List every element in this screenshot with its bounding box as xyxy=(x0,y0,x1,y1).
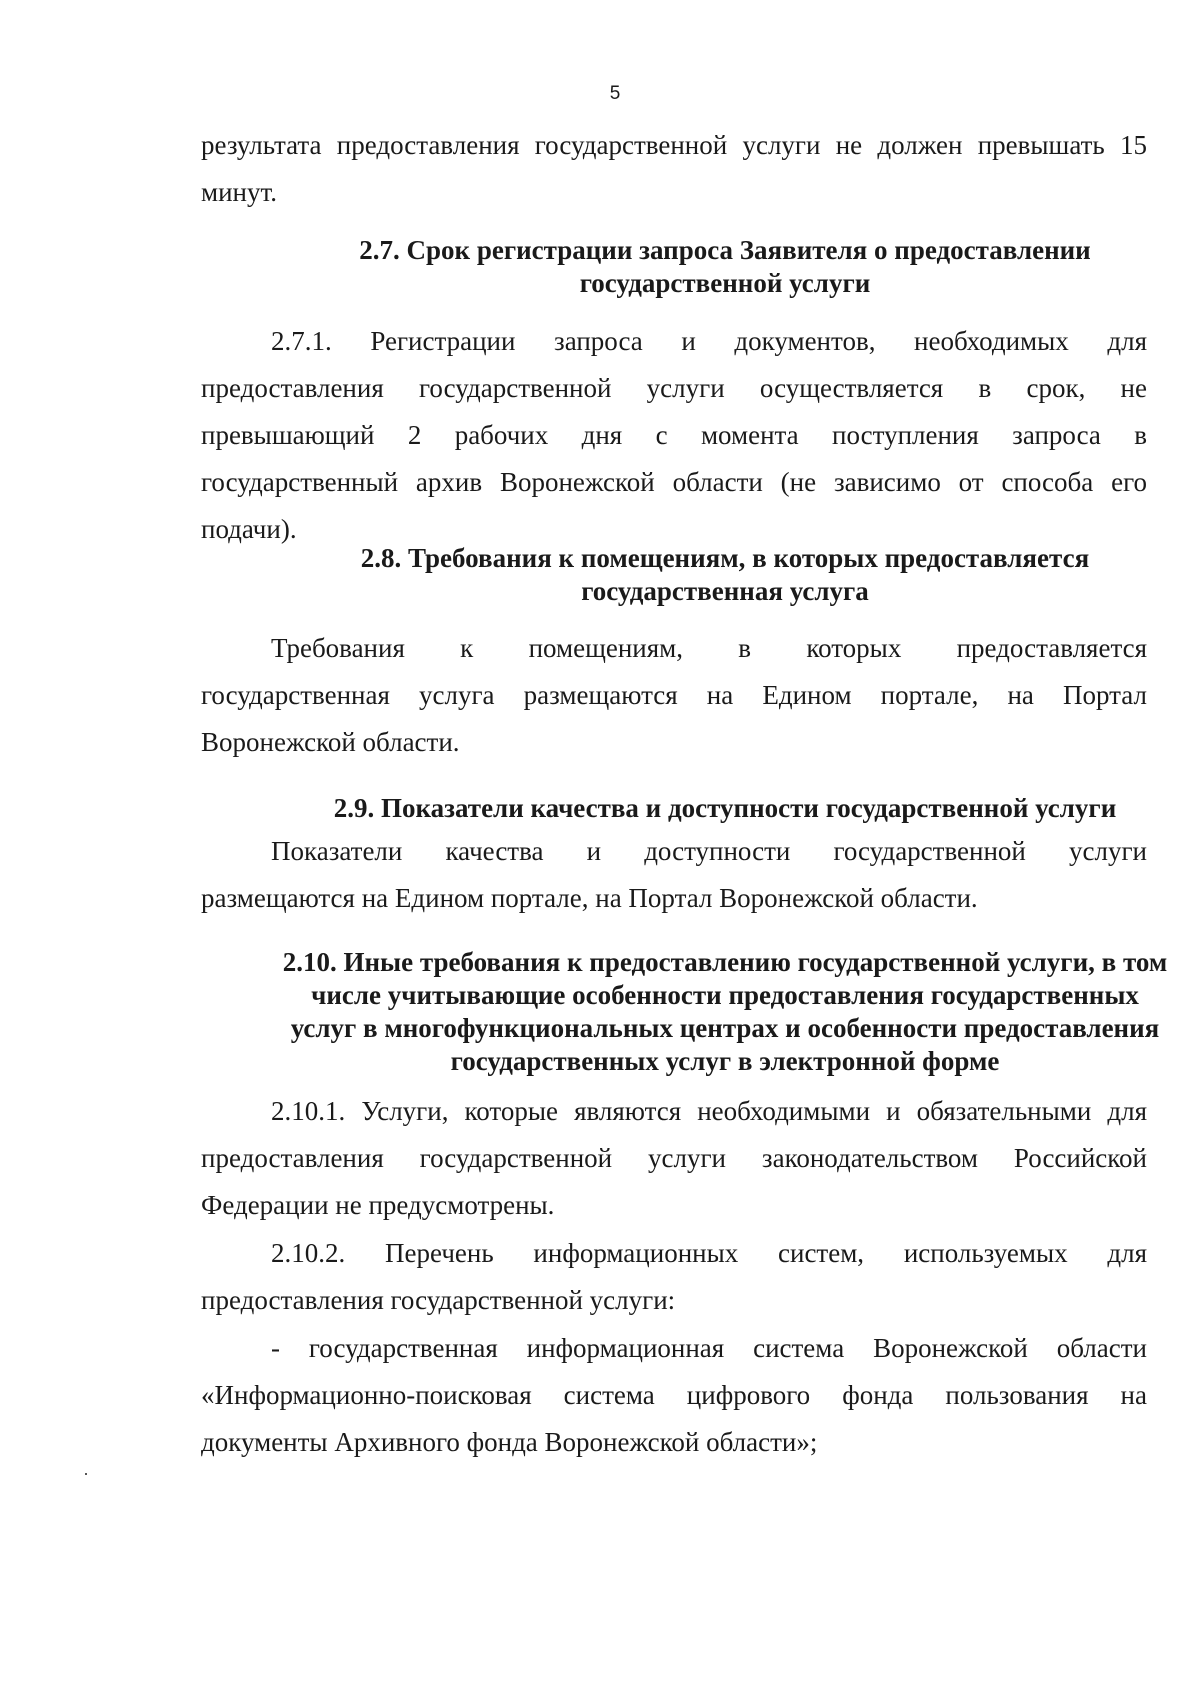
section-2-10-heading-line-3: услуг в многофункциональных центрах и особенности предоставления xyxy=(290,1013,1160,1043)
section-2-10-1-line-3: Федерации не предусмотрены. xyxy=(201,1190,555,1220)
scan-artifact-dot xyxy=(85,1473,87,1475)
section-2-8-p1-line-3: Воронежской области. xyxy=(201,727,460,757)
section-2-10-2-item-line-2: «Информационно-поисковая система цифрового фонда пользования на xyxy=(201,1380,1147,1410)
section-2-8-heading-line-2: государственная услуга xyxy=(581,576,869,606)
section-2-10-heading-line-2: числе учитывающие особенности предоставления государственных xyxy=(311,980,1139,1010)
section-2-10-1-line-1: 2.10.1. Услуги, которые являются необходимыми и обязательными для xyxy=(271,1096,1147,1126)
section-2-10-2-item-line-1: - государственная информационная система Воронежской области xyxy=(271,1333,1147,1363)
section-2-8-p1-line-1: Требования к помещениям, в которых предоставляется xyxy=(271,633,1147,663)
continuation-line-1: результата предоставления государственной услуги не должен превышать 15 xyxy=(201,130,1147,160)
section-2-7-1-line-4: государственный архив Воронежской области (не зависимо от способа его xyxy=(201,467,1147,497)
section-2-7-heading-line-1: 2.7. Срок регистрации запроса Заявителя о предоставлении xyxy=(359,235,1091,265)
section-2-7-1-line-1: 2.7.1. Регистрации запроса и документов, необходимых для xyxy=(271,326,1147,356)
section-2-10-2-line-1: 2.10.2. Перечень информационных систем, используемых для xyxy=(271,1238,1147,1268)
section-2-9-heading: 2.9. Показатели качества и доступности государственной услуги xyxy=(333,793,1117,823)
section-2-10-heading-line-4: государственных услуг в электронной форме xyxy=(450,1046,1000,1076)
section-2-8-heading-line-1: 2.8. Требования к помещениям, в которых предоставляется xyxy=(360,543,1090,573)
section-2-10-2-item-line-3: документы Архивного фонда Воронежской области»; xyxy=(201,1427,818,1457)
continuation-line-2: минут. xyxy=(201,177,278,207)
section-2-10-2-line-2: предоставления государственной услуги: xyxy=(201,1285,676,1315)
section-2-8-p1-line-2: государственная услуга размещаются на Едином портале, на Портал xyxy=(201,680,1147,710)
section-2-7-1-line-3: превышающий 2 рабочих дня с момента поступления запроса в xyxy=(201,420,1147,450)
section-2-9-p1-line-2: размещаются на Едином портале, на Портал Воронежской области. xyxy=(201,883,978,913)
section-2-7-1-line-2: предоставления государственной услуги осуществляется в срок, не xyxy=(201,373,1147,403)
section-2-7-heading-line-2: государственной услуги xyxy=(579,268,871,298)
section-2-9-p1-line-1: Показатели качества и доступности государственной услуги xyxy=(271,836,1147,866)
section-2-10-1-line-2: предоставления государственной услуги законодательством Российской xyxy=(201,1143,1147,1173)
page-number: 5 xyxy=(609,83,621,104)
section-2-10-heading-line-1: 2.10. Иные требования к предоставлению государственной услуги, в том xyxy=(282,947,1168,977)
section-2-7-1-line-5: подачи). xyxy=(201,514,297,544)
